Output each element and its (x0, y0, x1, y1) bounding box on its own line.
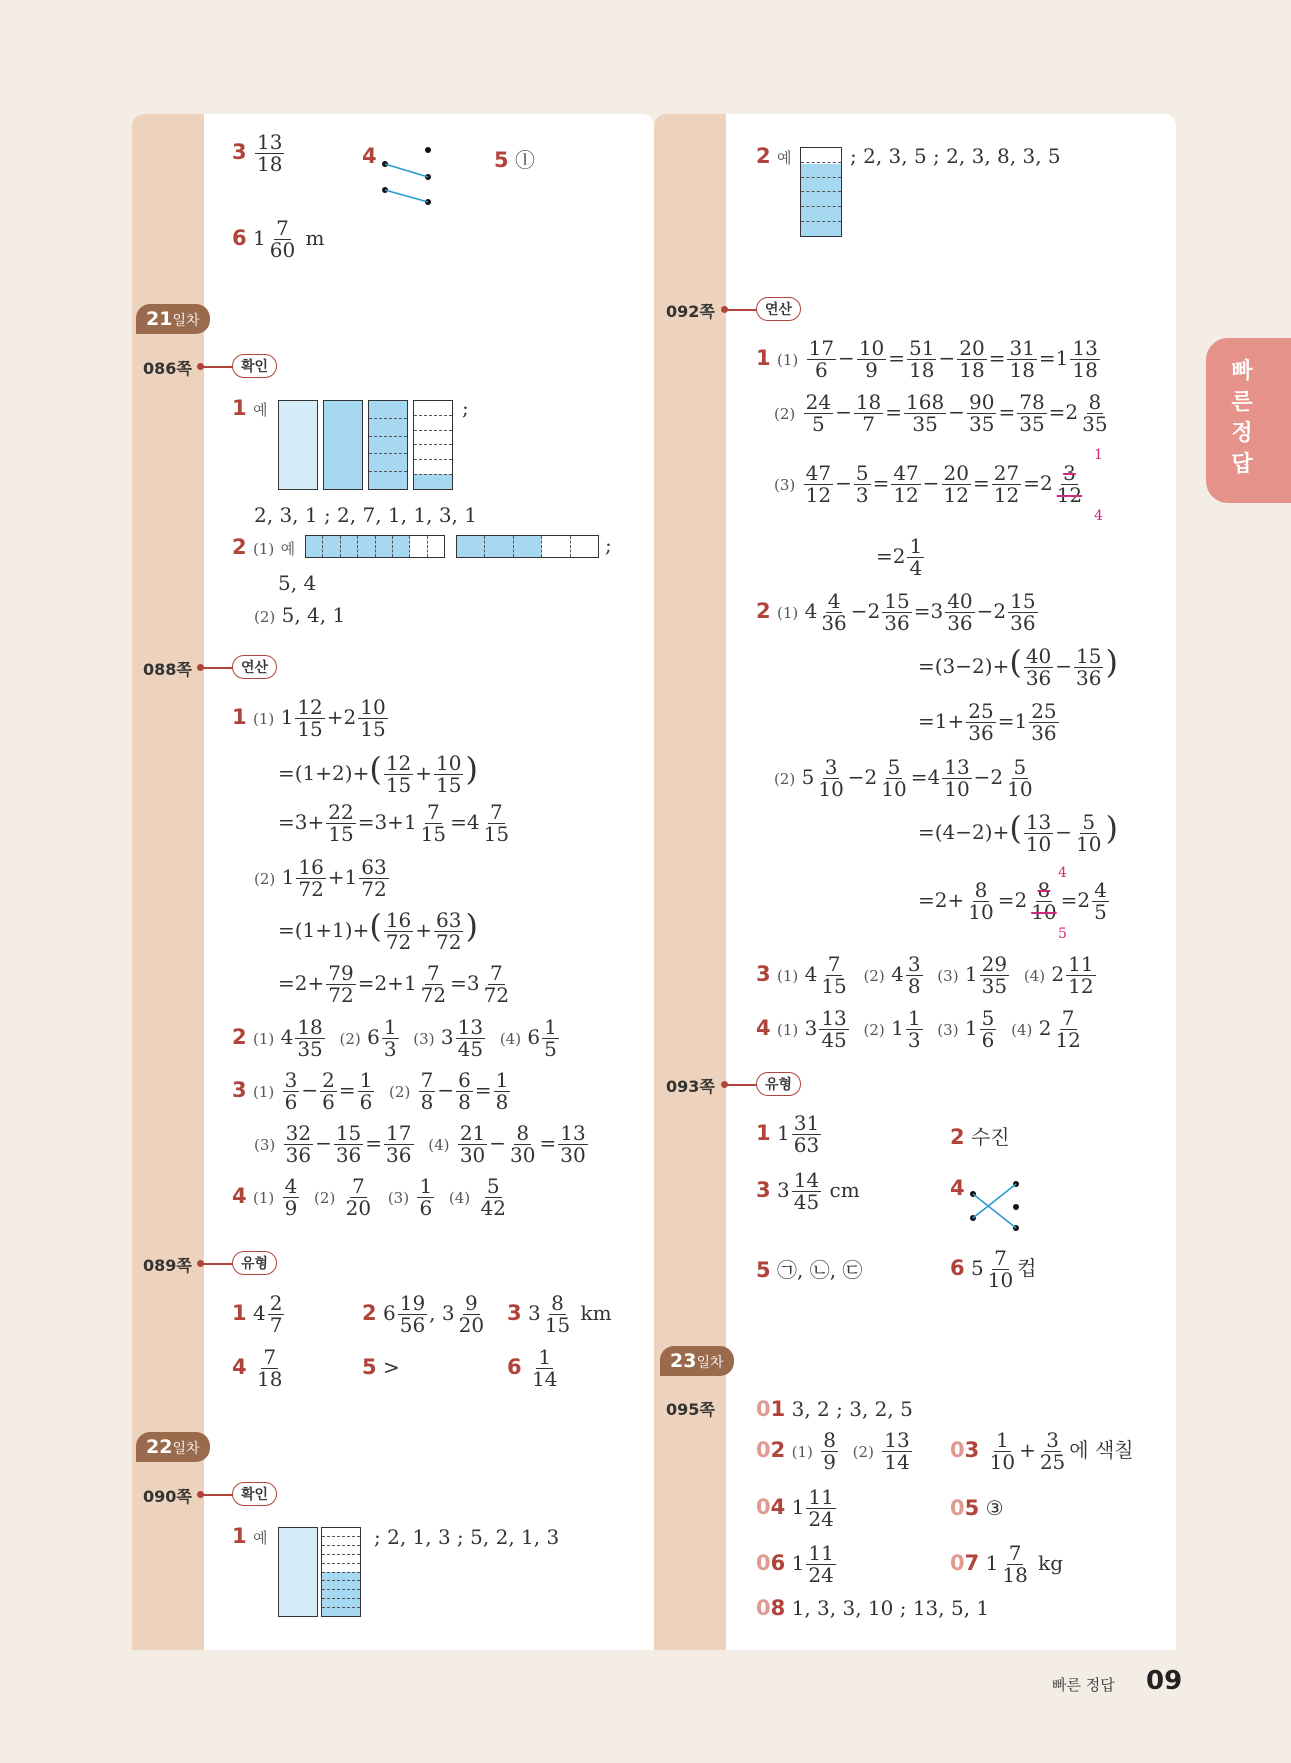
q093-5: 5 ㉠, ㉡, ㉢ (756, 1258, 863, 1282)
reduction-mark: 4 (1094, 508, 1103, 524)
q086-2-label: 2 (1) 예 (232, 535, 296, 559)
q088-1-2-step2: =2+ $\frac{79}{72}$ =2+1 $\frac{7}{72}$ =3 $\frac{7}{72}$ (278, 961, 510, 1007)
semicolon: ; (605, 533, 612, 557)
footer-label: 빠른 정답 (1052, 1676, 1115, 1694)
q086-1-label: 1 예 (232, 396, 268, 420)
q093-4: 4 (950, 1176, 965, 1200)
q093-2: 2 수진 (950, 1125, 1010, 1149)
page-088-label: 088쪽 (143, 660, 192, 679)
left-column (132, 114, 654, 1650)
q089-6: 6 $\frac{1}{14}$ (507, 1345, 558, 1391)
q095-06: 06 1 $\frac{11}{24}$ (756, 1541, 834, 1587)
matching-lines-diagram (380, 145, 440, 205)
q092-1-1: 1 (1) $\frac{17}{6}$ − $\frac{10}{9}$ = $\frac{51}{18}$ − $\frac{20}{18}$ = $\frac{31}{18}$ =1 $\frac{13}{18}$ (756, 336, 1098, 382)
q088-1-1: 1 (1) 1 $\frac{12}{15}$ +2 $\frac{10}{15}$ (232, 695, 386, 741)
q092-2-1: 2 (1) 4 $\frac{4}{36}$ −2 $\frac{15}{36}$ =3 $\frac{40}{36}$ −2 $\frac{15}{36}$ (756, 589, 1036, 635)
q092-2-2: (2) 5 $\frac{3}{10}$ −2 $\frac{5}{10}$ =4 $\frac{13}{10}$ −2 $\frac{5}{10}$ (774, 755, 1033, 801)
side-tab-label: 빠른정답 (1231, 359, 1253, 477)
q092-3: 3 (1) 4 $\frac{7}{15}$ (2) 4 $\frac{3}{8}$ (3) 1 $\frac{29}{35}$ (4) 2 $\frac{11}{12}$ (756, 952, 1094, 998)
q092-1-2: (2) $\frac{24}{5}$ − $\frac{18}{7}$ = $\frac{168}{35}$ − $\frac{90}{35}$ = $\frac{78}{35}$ =2 $\frac{8}{35}$ (774, 390, 1108, 436)
q088-3-row2: (3) $\frac{32}{36}$ − $\frac{15}{36}$ = $\frac{17}{36}$ (4) $\frac{21}{30}$ − $\frac{8}{30}$ = $\frac{13}{30}$ (254, 1121, 586, 1167)
q090-1-label: 1 예 (232, 1524, 268, 1548)
q089-4: 4 $\frac{7}{18}$ (232, 1345, 283, 1391)
q092-1-3: (3) $\frac{47}{12}$ − $\frac{5}{3}$ = $\frac{47}{12}$ − $\frac{20}{12}$ = $\frac{27}{12}$ =2 $\frac{3}{12}$ (774, 461, 1083, 507)
answer-6: 6 1 $\frac{7}{60}$ m (232, 216, 325, 262)
q088-1-2-step1: =(1+1)+( $\frac{16}{72}$ + $\frac{63}{72}$ ) (278, 907, 478, 954)
connector-line (727, 309, 757, 311)
hbar-1 (305, 535, 445, 558)
quick-answer-side-tab (1206, 338, 1291, 503)
day-22-badge: 22일차 (136, 1432, 210, 1462)
tag-type: 유형 (232, 1251, 277, 1275)
page-093-label: 093쪽 (666, 1077, 715, 1096)
q095-05: 05 ③ (950, 1496, 1004, 1520)
page-092-label: 092쪽 (666, 302, 715, 321)
connector-line (203, 366, 233, 368)
connector-line (203, 667, 233, 669)
q086-2-1-answer: 5, 4 (278, 571, 317, 595)
q095-07: 07 1 $\frac{7}{18}$ kg (950, 1541, 1064, 1587)
q086-1-answer: 2, 3, 1 ; 2, 7, 1, 1, 3, 1 (254, 503, 477, 527)
q089-2: 2 6 $\frac{19}{56}$ , 3 $\frac{9}{20}$ (362, 1291, 485, 1337)
connector-line (203, 1494, 233, 1496)
q2-answer: ; 2, 3, 5 ; 2, 3, 8, 3, 5 (850, 144, 1061, 168)
q089-3: 3 3 $\frac{8}{15}$ km (507, 1291, 612, 1337)
q088-1-1-step1: =(1+2)+( $\frac{12}{15}$ + $\frac{10}{15}$ ) (278, 750, 478, 797)
q092-2-2-step1: =(4−2)+( $\frac{13}{10}$ − $\frac{5}{10}$ ) (918, 809, 1118, 856)
tag-type: 유형 (756, 1072, 801, 1096)
q095-08: 08 1, 3, 3, 10 ; 13, 5, 1 (756, 1596, 990, 1620)
q088-1-2: (2) 1 $\frac{16}{72}$ +1 $\frac{63}{72}$ (254, 855, 387, 901)
hbar-2 (456, 535, 599, 558)
q092-4: 4 (1) 3 $\frac{13}{45}$ (2) 1 $\frac{1}{3}$ (3) 1 $\frac{5}{6}$ (4) 2 $\frac{7}{12}$ (756, 1006, 1081, 1052)
bar-model-q2 (800, 147, 842, 237)
q092-1-3-result: =2 $\frac{1}{4}$ (876, 534, 923, 580)
tag-check: 확인 (232, 354, 277, 378)
q092-2-1-step2: =1+ $\frac{25}{36}$ =1 $\frac{25}{36}$ (918, 699, 1057, 745)
page-095-label: 095쪽 (666, 1400, 715, 1419)
q088-3-row1: 3 (1) $\frac{3}{6}$ − $\frac{2}{6}$ = $\frac{1}{6}$ (2) $\frac{7}{8}$ − $\frac{6}{8}$ = $\frac{1}{8}$ (232, 1068, 509, 1114)
q092-2-1-step1: =(3−2)+( $\frac{40}{36}$ − $\frac{15}{36}$ ) (918, 643, 1118, 690)
bar-model-086-1 (278, 400, 453, 490)
page-number: 09 (1146, 1666, 1183, 1696)
q095-04: 04 1 $\frac{11}{24}$ (756, 1485, 834, 1531)
q2-label: 2 예 (756, 144, 792, 168)
q086-2-2-answer: (2) 5, 4, 1 (254, 603, 346, 627)
q095-02: 02 (1) $\frac{8}{9}$ (2) $\frac{13}{14}$ (756, 1428, 910, 1474)
q095-01: 01 3, 2 ; 3, 2, 5 (756, 1397, 913, 1421)
reduction-mark: 1 (1094, 447, 1103, 463)
q093-1: 1 1 $\frac{31}{63}$ (756, 1111, 820, 1157)
crossing-lines-diagram (968, 1180, 1020, 1232)
page-086-label: 086쪽 (143, 359, 192, 378)
tag-operation: 연산 (232, 655, 277, 679)
page-089-label: 089쪽 (143, 1256, 192, 1275)
q089-5: 5 > (362, 1355, 400, 1379)
tag-check: 확인 (232, 1482, 277, 1506)
reduction-mark: 5 (1058, 926, 1067, 942)
q092-2-2-step2: =2+ $\frac{8}{10}$ =2 $\frac{8}{10}$ =2 $\frac{4}{5}$ (918, 878, 1107, 924)
q093-6: 6 5 $\frac{7}{10}$ 컵 (950, 1246, 1037, 1292)
connector-line (203, 1263, 233, 1265)
day-21-badge: 21일차 (136, 304, 210, 334)
q090-1-answer: ; 2, 1, 3 ; 5, 2, 1, 3 (374, 1525, 560, 1549)
q089-row1: 1 4 $\frac{2}{7}$ (232, 1291, 283, 1337)
tag-operation: 연산 (756, 297, 801, 321)
answer-5: 5 ⓛ (494, 148, 535, 172)
q088-4: 4 (1) $\frac{4}{9}$ (2) $\frac{7}{20}$ (3) $\frac{1}{6}$ (4) $\frac{5}{42}$ (232, 1174, 506, 1220)
page-090-label: 090쪽 (143, 1487, 192, 1506)
bar-model-090-1 (278, 1527, 361, 1617)
day-23-badge: 23일차 (660, 1346, 734, 1376)
answer-3: 3 $\frac{13}{18}$ (232, 130, 283, 176)
connector-line (727, 1084, 757, 1086)
left-margin-strip (132, 114, 204, 1650)
reduction-mark: 4 (1058, 865, 1067, 881)
q088-1-1-step2: =3+ $\frac{22}{15}$ =3+1 $\frac{7}{15}$ =4 $\frac{7}{15}$ (278, 800, 510, 846)
q095-03: 03 $\frac{1}{10}$ + $\frac{3}{25}$ 에 색칠 (950, 1428, 1134, 1474)
answer-4: 4 (362, 144, 377, 168)
q088-2: 2 (1) 4 $\frac{18}{35}$ (2) 6 $\frac{1}{3}$ (3) 3 $\frac{13}{45}$ (4) 6 $\frac{1}{5}$ (232, 1015, 557, 1061)
q093-3: 3 3 $\frac{14}{45}$ cm (756, 1168, 860, 1214)
semicolon: ; (462, 396, 469, 420)
